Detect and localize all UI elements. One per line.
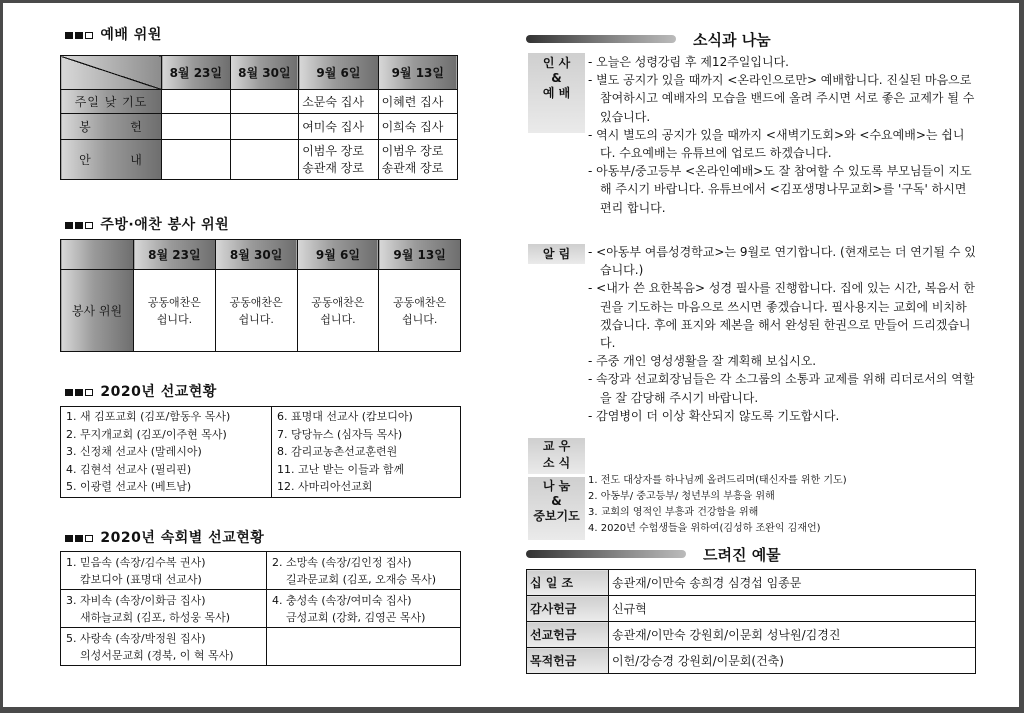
list-item: 4. 2020년 수험생들을 위하여(김성하 조완익 김재언)	[588, 523, 821, 534]
table-cell: 공동애찬은 쉽니다.	[297, 270, 379, 352]
news-title: 소식과 나눔	[693, 31, 771, 49]
table-cell	[230, 140, 299, 180]
table-cell: 이혜련 집사	[378, 90, 457, 114]
offering-label: 감사헌금	[527, 596, 609, 622]
row-label: 주일 낮 기도	[61, 90, 162, 114]
group-cell-empty	[267, 628, 461, 666]
date-header: 9월 6일	[299, 56, 378, 90]
square-outline-icon	[85, 32, 93, 39]
offering-value: 송관재/이만숙 송희경 심경섭 임종문	[609, 570, 976, 596]
kitchen-section-title: 주방·애찬 봉사 위원	[65, 214, 229, 234]
list-item: 6. 표명대 선교사 (캄보디아)	[277, 410, 413, 423]
notice-label: 알 림	[528, 244, 585, 264]
table-cell: 여미숙 집사	[299, 114, 378, 140]
list-item: - 별도 공지가 있을 때까지 <온라인으로만> 예배합니다. 진실된 마음으로 참여하시고 예배자의 모습을 밴드에 올려 주시면 서로 좋은 교제가 될 수 있습니다.	[588, 71, 976, 126]
date-header: 8월 23일	[134, 240, 216, 270]
date-header: 8월 23일	[162, 56, 231, 90]
group-cell: 3. 자비속 (속장/이화금 집사) 새하늘교회 (김포, 하성웅 목사)	[61, 590, 267, 628]
list-item: 12. 사마리아선교회	[277, 480, 373, 493]
mission-section-title: 2020년 선교현황	[65, 381, 217, 401]
group-cell: 2. 소망속 (속장/김인정 집사) 길과문교회 (김포, 오재승 목사)	[267, 552, 461, 590]
table-cell: 공동애찬은 쉽니다.	[215, 270, 297, 352]
table-cell	[230, 90, 299, 114]
list-item: 4. 김현석 선교사 (필리핀)	[66, 462, 192, 476]
offering-value: 신규혁	[609, 596, 976, 622]
corner-cell	[61, 240, 134, 270]
offering-value: 이헌/강승경 강원회/이문회(건축)	[609, 648, 976, 674]
table-cell	[162, 114, 231, 140]
row-label: 안 내	[61, 140, 162, 180]
date-header: 9월 13일	[378, 56, 457, 90]
list-item: - 주중 개인 영성생활을 잘 계획해 보십시오.	[588, 352, 976, 370]
group-cell: 5. 사랑속 (속장/박정원 집사) 의성서문교회 (경북, 이 혁 목사)	[61, 628, 267, 666]
square-icon	[75, 222, 83, 229]
list-item: 1. 전도 대상자를 하나님께 올려드리며(태신자를 위한 기도)	[588, 475, 847, 486]
date-header: 8월 30일	[230, 56, 299, 90]
groups-section-title: 2020년 속회별 선교현황	[65, 527, 264, 547]
greeting-list	[588, 53, 976, 217]
list-item: 11. 고난 받는 이들과 함께	[277, 462, 405, 476]
list-item: - 감염병이 더 이상 확산되지 않도록 기도합시다.	[588, 407, 976, 425]
mission-list-right	[272, 407, 461, 498]
square-icon	[75, 535, 83, 542]
table-cell: 이범우 장로 송관재 장로	[378, 140, 457, 180]
offering-label: 선교헌금	[527, 622, 609, 648]
group-cell: 1. 믿음속 (속장/김수복 권사) 캄보디아 (표명대 선교사)	[61, 552, 267, 590]
offering-table	[526, 569, 976, 674]
table-cell	[230, 114, 299, 140]
worship-table	[60, 55, 458, 180]
list-item: - <아동부 여름성경학교>는 9월로 연기합니다. (현재로는 더 연기될 수 있습니다.)	[588, 243, 976, 279]
date-header: 9월 6일	[297, 240, 379, 270]
list-item: 2. 아동부/ 중고등부/ 청년부의 부흥을 위해	[588, 491, 775, 502]
square-icon	[65, 32, 73, 39]
notice-list	[588, 243, 976, 425]
list-item: 5. 이광렬 선교사 (베트남)	[66, 480, 192, 493]
square-icon	[75, 389, 83, 396]
corner-cell	[61, 56, 162, 90]
list-item: 3. 교회의 영적인 부흥과 건강함을 위해	[588, 507, 759, 518]
fellowship-label: 교 우 소 식	[528, 438, 585, 474]
list-item: - 속장과 선교회장님들은 각 소그룹의 소통과 교제를 위해 리더로서의 역할을 잘 감당해 주시기 바랍니다.	[588, 370, 976, 406]
kitchen-table	[60, 239, 461, 352]
square-outline-icon	[85, 222, 93, 229]
mission-list-left	[61, 407, 272, 498]
table-cell: 이희숙 집사	[378, 114, 457, 140]
groups-table	[60, 551, 461, 666]
list-item: 2. 무지개교회 (김포/이주현 목사)	[66, 427, 227, 441]
group-cell: 4. 충성속 (속장/여미숙 집사) 금성교회 (강화, 김영곤 목사)	[267, 590, 461, 628]
list-item: 7. 당당뉴스 (심자득 목사)	[277, 427, 403, 441]
list-item: 1. 새 김포교회 (김포/함동우 목사)	[66, 410, 231, 423]
row-label: 봉사 위원	[61, 270, 134, 352]
greeting-label: 인 사 & 예 배	[528, 53, 585, 133]
offering-title: 드려진 예물	[703, 546, 781, 564]
table-cell: 공동애찬은 쉽니다.	[134, 270, 216, 352]
bulletin-page	[3, 3, 1019, 707]
prayer-label: 나 눔 & 중보기도	[528, 477, 585, 540]
table-cell: 공동애찬은 쉽니다.	[379, 270, 461, 352]
date-header: 8월 30일	[215, 240, 297, 270]
section-bar	[526, 35, 676, 43]
square-icon	[65, 389, 73, 396]
worship-section-title: 예배 위원	[65, 24, 162, 44]
list-item: 3. 신정채 선교사 (말레시아)	[66, 445, 202, 458]
table-cell: 이범우 장로 송관재 장로	[299, 140, 378, 180]
list-item: - 아동부/중고등부 <온라인예배>도 잘 참여할 수 있도록 부모님들이 지도해 주시기 바랍니다. 유튜브에서 <김포생명나무교회>를 '구독' 하시면 편리 합니다.	[588, 162, 976, 217]
square-outline-icon	[85, 535, 93, 542]
list-item: - 역시 별도의 공지가 있을 때까지 <새벽기도회>와 <수요예배>는 쉽니다. 수요예배는 유튜브에 업로드 하겠습니다.	[588, 126, 976, 162]
date-header: 9월 13일	[379, 240, 461, 270]
list-item: - <내가 쓴 요한복음> 성경 필사를 진행합니다. 집에 있는 시간, 복음서 한 권을 기도하는 마음으로 쓰시면 좋겠습니다. 필사용지는 교회에 비치하겠습니다. 후에 표지와 제본을 해서 완성된 한권으로 만들어 드리겠습니다.	[588, 279, 976, 352]
row-label: 봉 헌	[61, 114, 162, 140]
section-bar	[526, 550, 686, 558]
offering-label: 십 일 조	[527, 570, 609, 596]
square-icon	[65, 535, 73, 542]
square-icon	[75, 32, 83, 39]
offering-value: 송관재/이만숙 강원회/이문회 성낙원/김경진	[609, 622, 976, 648]
square-icon	[65, 222, 73, 229]
square-outline-icon	[85, 389, 93, 396]
list-item: 8. 감리교농촌선교훈련원	[277, 445, 398, 458]
offering-label: 목적헌금	[527, 648, 609, 674]
table-cell	[162, 90, 231, 114]
table-cell	[162, 140, 231, 180]
list-item: - 오늘은 성령강림 후 제12주일입니다.	[588, 53, 976, 71]
mission-table	[60, 406, 461, 498]
table-cell: 소문숙 집사	[299, 90, 378, 114]
prayer-list	[588, 473, 847, 537]
